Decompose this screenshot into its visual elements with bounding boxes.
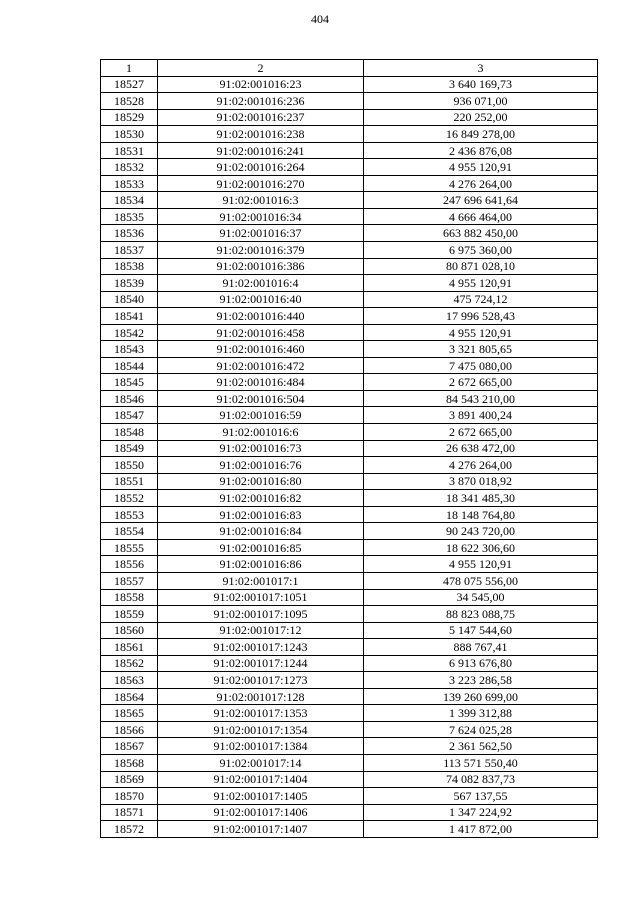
value-cell: 26 638 472,00 [364, 440, 598, 457]
cadastral-number-cell: 91:02:001016:73 [158, 440, 364, 457]
value-cell: 6 913 676,80 [364, 655, 598, 672]
row-number-cell: 18565 [101, 705, 158, 722]
row-number-cell: 18572 [101, 821, 158, 838]
table-row [101, 572, 598, 589]
cadastral-number-cell: 91:02:001016:37 [158, 225, 364, 242]
cadastral-number-cell: 91:02:001016:484 [158, 374, 364, 391]
row-number-cell: 18528 [101, 93, 158, 110]
row-number-cell: 18567 [101, 738, 158, 755]
cadastral-number-cell: 91:02:001016:76 [158, 457, 364, 474]
row-number-cell: 18536 [101, 225, 158, 242]
table-row [101, 308, 598, 325]
row-number-cell: 18560 [101, 622, 158, 639]
column-header-number: 1 [101, 60, 158, 77]
row-number-cell: 18530 [101, 126, 158, 143]
row-number-cell: 18561 [101, 639, 158, 656]
cadastral-number-cell: 91:02:001016:82 [158, 490, 364, 507]
table-row [101, 738, 598, 755]
value-cell: 16 849 278,00 [364, 126, 598, 143]
row-number-cell: 18551 [101, 473, 158, 490]
table-row [101, 721, 598, 738]
cadastral-number-cell: 91:02:001017:1404 [158, 771, 364, 788]
value-cell: 80 871 028,10 [364, 258, 598, 275]
table-row [101, 357, 598, 374]
table-row [101, 556, 598, 573]
value-cell: 663 882 450,00 [364, 225, 598, 242]
value-cell: 2 672 665,00 [364, 374, 598, 391]
row-number-cell: 18537 [101, 242, 158, 259]
row-number-cell: 18539 [101, 275, 158, 292]
row-number-cell: 18563 [101, 672, 158, 689]
value-cell: 113 571 550,40 [364, 754, 598, 771]
cadastral-number-cell: 91:02:001016:40 [158, 291, 364, 308]
table-row [101, 192, 598, 209]
table-row [101, 126, 598, 143]
value-cell: 3 891 400,24 [364, 407, 598, 424]
table-row [101, 374, 598, 391]
cadastral-number-cell: 91:02:001016:80 [158, 473, 364, 490]
value-cell: 4 955 120,91 [364, 275, 598, 292]
value-cell: 90 243 720,00 [364, 523, 598, 540]
column-header-value: 3 [364, 60, 598, 77]
value-cell: 34 545,00 [364, 589, 598, 606]
value-cell: 18 622 306,60 [364, 539, 598, 556]
value-cell: 139 260 699,00 [364, 688, 598, 705]
row-number-cell: 18529 [101, 109, 158, 126]
row-number-cell: 18548 [101, 424, 158, 441]
table-row [101, 440, 598, 457]
value-cell: 88 823 088,75 [364, 606, 598, 623]
cadastral-number-cell: 91:02:001016:85 [158, 539, 364, 556]
page-number: 404 [311, 12, 329, 26]
row-number-cell: 18558 [101, 589, 158, 606]
cadastral-number-cell: 91:02:001016:4 [158, 275, 364, 292]
cadastral-number-cell: 91:02:001016:264 [158, 159, 364, 176]
value-cell: 4 955 120,91 [364, 556, 598, 573]
table-header [101, 60, 598, 77]
row-number-cell: 18531 [101, 142, 158, 159]
cadastral-number-cell: 91:02:001017:1243 [158, 639, 364, 656]
row-number-cell: 18564 [101, 688, 158, 705]
row-number-cell: 18538 [101, 258, 158, 275]
value-cell: 3 870 018,92 [364, 473, 598, 490]
cadastral-number-cell: 91:02:001017:1051 [158, 589, 364, 606]
table-row [101, 407, 598, 424]
row-number-cell: 18559 [101, 606, 158, 623]
cadastral-number-cell: 91:02:001017:1095 [158, 606, 364, 623]
value-cell: 2 361 562,50 [364, 738, 598, 755]
cadastral-number-cell: 91:02:001016:386 [158, 258, 364, 275]
cadastral-number-cell: 91:02:001017:1406 [158, 804, 364, 821]
table-row [101, 291, 598, 308]
table-row [101, 258, 598, 275]
row-number-cell: 18549 [101, 440, 158, 457]
row-number-cell: 18562 [101, 655, 158, 672]
value-cell: 475 724,12 [364, 291, 598, 308]
table-row [101, 175, 598, 192]
table-row [101, 622, 598, 639]
cadastral-number-cell: 91:02:001016:237 [158, 109, 364, 126]
cadastral-number-cell: 91:02:001016:3 [158, 192, 364, 209]
value-cell: 5 147 544,60 [364, 622, 598, 639]
row-number-cell: 18535 [101, 208, 158, 225]
cadastral-number-cell: 91:02:001016:86 [158, 556, 364, 573]
table-row [101, 688, 598, 705]
header-row [101, 60, 598, 77]
row-number-cell: 18546 [101, 390, 158, 407]
table-row [101, 821, 598, 838]
row-number-cell: 18544 [101, 357, 158, 374]
row-number-cell: 18568 [101, 754, 158, 771]
value-cell: 1 399 312,88 [364, 705, 598, 722]
column-header-cadastral-number: 2 [158, 60, 364, 77]
value-cell: 17 996 528,43 [364, 308, 598, 325]
cadastral-number-cell: 91:02:001016:472 [158, 357, 364, 374]
value-cell: 567 137,55 [364, 788, 598, 805]
value-cell: 4 955 120,91 [364, 324, 598, 341]
row-number-cell: 18553 [101, 506, 158, 523]
row-number-cell: 18569 [101, 771, 158, 788]
cadastral-number-cell: 91:02:001017:12 [158, 622, 364, 639]
table-row [101, 208, 598, 225]
cadastral-number-cell: 91:02:001017:1 [158, 572, 364, 589]
table-row [101, 771, 598, 788]
row-number-cell: 18540 [101, 291, 158, 308]
table-row [101, 159, 598, 176]
value-cell: 7 624 025,28 [364, 721, 598, 738]
cadastral-number-cell: 91:02:001017:1354 [158, 721, 364, 738]
value-cell: 1 417 872,00 [364, 821, 598, 838]
value-cell: 1 347 224,92 [364, 804, 598, 821]
row-number-cell: 18570 [101, 788, 158, 805]
value-cell: 3 321 805,65 [364, 341, 598, 358]
table-row [101, 606, 598, 623]
table-row [101, 457, 598, 474]
table-row [101, 473, 598, 490]
cadastral-number-cell: 91:02:001016:6 [158, 424, 364, 441]
value-cell: 220 252,00 [364, 109, 598, 126]
value-cell: 936 071,00 [364, 93, 598, 110]
table-row [101, 142, 598, 159]
cadastral-number-cell: 91:02:001017:1244 [158, 655, 364, 672]
row-number-cell: 18543 [101, 341, 158, 358]
table-row [101, 324, 598, 341]
table-row [101, 639, 598, 656]
table-row [101, 539, 598, 556]
row-number-cell: 18555 [101, 539, 158, 556]
row-number-cell: 18527 [101, 76, 158, 93]
cadastral-number-cell: 91:02:001016:504 [158, 390, 364, 407]
row-number-cell: 18533 [101, 175, 158, 192]
table-row [101, 523, 598, 540]
cadastral-number-cell: 91:02:001016:84 [158, 523, 364, 540]
cadastral-number-cell: 91:02:001016:83 [158, 506, 364, 523]
table-row [101, 109, 598, 126]
cadastral-number-cell: 91:02:001016:241 [158, 142, 364, 159]
table-row [101, 705, 598, 722]
table-row [101, 242, 598, 259]
value-cell: 7 475 080,00 [364, 357, 598, 374]
row-number-cell: 18532 [101, 159, 158, 176]
cadastral-number-cell: 91:02:001016:34 [158, 208, 364, 225]
value-cell: 4 666 464,00 [364, 208, 598, 225]
cadastral-number-cell: 91:02:001016:440 [158, 308, 364, 325]
table-row [101, 390, 598, 407]
row-number-cell: 18566 [101, 721, 158, 738]
value-cell: 888 767,41 [364, 639, 598, 656]
table-row [101, 490, 598, 507]
registry-table [100, 59, 598, 838]
table-row [101, 76, 598, 93]
table-row [101, 754, 598, 771]
value-cell: 2 436 876,08 [364, 142, 598, 159]
cadastral-number-cell: 91:02:001016:59 [158, 407, 364, 424]
table-row [101, 225, 598, 242]
table-row [101, 589, 598, 606]
row-number-cell: 18534 [101, 192, 158, 209]
cadastral-number-cell: 91:02:001017:1273 [158, 672, 364, 689]
table-row [101, 672, 598, 689]
table-row [101, 93, 598, 110]
cadastral-number-cell: 91:02:001016:460 [158, 341, 364, 358]
value-cell: 6 975 360,00 [364, 242, 598, 259]
value-cell: 84 543 210,00 [364, 390, 598, 407]
cadastral-number-cell: 91:02:001016:238 [158, 126, 364, 143]
cadastral-number-cell: 91:02:001017:1384 [158, 738, 364, 755]
row-number-cell: 18541 [101, 308, 158, 325]
row-number-cell: 18550 [101, 457, 158, 474]
row-number-cell: 18556 [101, 556, 158, 573]
cadastral-number-cell: 91:02:001017:1353 [158, 705, 364, 722]
value-cell: 4 276 264,00 [364, 175, 598, 192]
value-cell: 2 672 665,00 [364, 424, 598, 441]
cadastral-number-cell: 91:02:001016:379 [158, 242, 364, 259]
value-cell: 247 696 641,64 [364, 192, 598, 209]
row-number-cell: 18554 [101, 523, 158, 540]
row-number-cell: 18557 [101, 572, 158, 589]
value-cell: 18 341 485,30 [364, 490, 598, 507]
value-cell: 18 148 764,80 [364, 506, 598, 523]
row-number-cell: 18547 [101, 407, 158, 424]
cadastral-number-cell: 91:02:001016:458 [158, 324, 364, 341]
table-body [101, 76, 598, 837]
value-cell: 3 640 169,73 [364, 76, 598, 93]
value-cell: 478 075 556,00 [364, 572, 598, 589]
value-cell: 4 955 120,91 [364, 159, 598, 176]
value-cell: 4 276 264,00 [364, 457, 598, 474]
cadastral-number-cell: 91:02:001017:14 [158, 754, 364, 771]
cadastral-number-cell: 91:02:001016:270 [158, 175, 364, 192]
value-cell: 3 223 286,58 [364, 672, 598, 689]
table-row [101, 655, 598, 672]
table-row [101, 506, 598, 523]
cadastral-number-cell: 91:02:001017:1407 [158, 821, 364, 838]
table-row [101, 341, 598, 358]
table-row [101, 424, 598, 441]
cadastral-number-cell: 91:02:001016:236 [158, 93, 364, 110]
row-number-cell: 18571 [101, 804, 158, 821]
table-row [101, 804, 598, 821]
value-cell: 74 082 837,73 [364, 771, 598, 788]
row-number-cell: 18542 [101, 324, 158, 341]
table-row [101, 788, 598, 805]
cadastral-number-cell: 91:02:001017:1405 [158, 788, 364, 805]
cadastral-number-cell: 91:02:001017:128 [158, 688, 364, 705]
table-row [101, 275, 598, 292]
cadastral-number-cell: 91:02:001016:23 [158, 76, 364, 93]
row-number-cell: 18545 [101, 374, 158, 391]
row-number-cell: 18552 [101, 490, 158, 507]
